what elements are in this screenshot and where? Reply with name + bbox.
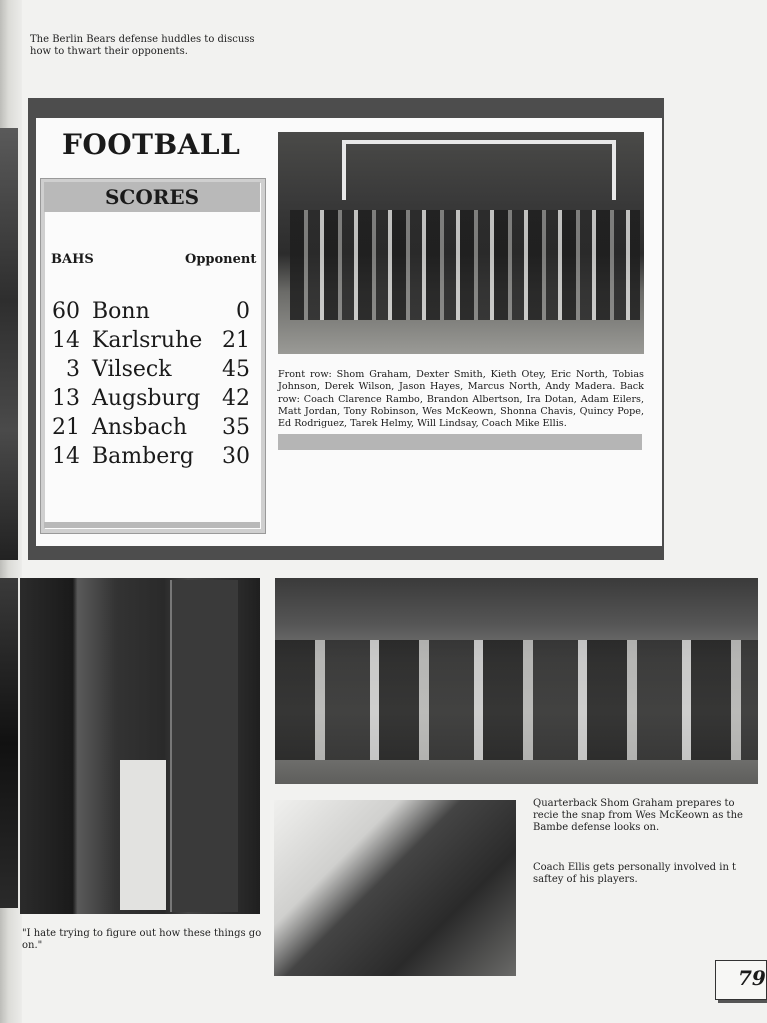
opponent-score: 21 [222,328,250,353]
opponent-name: Bamberg [92,444,194,469]
locker-photo-caption: "I hate trying to figure out how these things go on." [22,928,262,951]
bahs-score: 13 [52,386,80,411]
team-caption-bar [278,434,642,450]
team-players [290,210,640,320]
facing-page-photo-edge-lower [0,578,18,908]
score-row [46,357,250,386]
defense-huddle-caption: The Berlin Bears defense huddles to discuss how to thwart their opponents. [30,34,255,57]
goalpost-upright-right [612,140,616,200]
opponent-name: Augsburg [92,386,201,411]
score-row [46,299,250,328]
bahs-column-header: BAHS [51,252,94,267]
opponent-score: 30 [222,444,250,469]
scores-heading: SCORES [44,182,260,212]
score-row [46,444,250,473]
score-row [46,328,250,357]
trainer-photo-caption: Coach Ellis gets personally involved in t saftey of his players. [533,862,737,885]
opponent-name: Ansbach [92,415,188,440]
score-row [46,415,250,444]
bahs-score: 14 [52,444,80,469]
bahs-score: 60 [52,299,80,324]
line-of-scrimmage [275,640,758,760]
action-photo-caption: Quarterback Shom Graham prepares to recie the snap from Wes McKeown as the Bambe defense looks on. [533,798,743,833]
opponent-name: Vilseck [92,357,172,382]
trainer-photo [274,800,516,976]
scores-footer-bar [44,522,260,528]
opponent-name: Bonn [92,299,150,324]
opponent-score: 35 [222,415,250,440]
goalpost-crossbar [342,140,614,144]
bahs-score: 3 [66,357,80,382]
page-number: 79 [738,966,766,990]
bahs-score: 21 [52,415,80,440]
bahs-score: 14 [52,328,80,353]
page-title: FOOTBALL [62,128,241,161]
team-photo-caption: Front row: Shom Graham, Dexter Smith, Kieth Otey, Eric North, Tobias Johnson, Derek Wilson, Jason Hayes, Marcus North, Andy Madera. Back row: Coach Clarence Rambo, Brandon Albertson, Ira Dotan, Adam Eilers, Matt Jordan, Tony Robinson, Wes McKeown, Shonna Chavis, Quincy Pope, Ed Rodriguez, Tarek Helmy, Will Lindsay, Coach Mike Ellis. [278,369,644,430]
opponent-column-header: Opponent [185,252,257,267]
opponent-score: 0 [236,299,250,324]
score-row [46,386,250,415]
locker-door [170,580,238,912]
opponent-score: 42 [222,386,250,411]
opponent-name: Karlsruhe [92,328,203,353]
facing-page-photo-edge [0,128,18,560]
locker-interior [120,760,166,910]
opponent-score: 45 [222,357,250,382]
goalpost-upright-left [342,140,346,200]
